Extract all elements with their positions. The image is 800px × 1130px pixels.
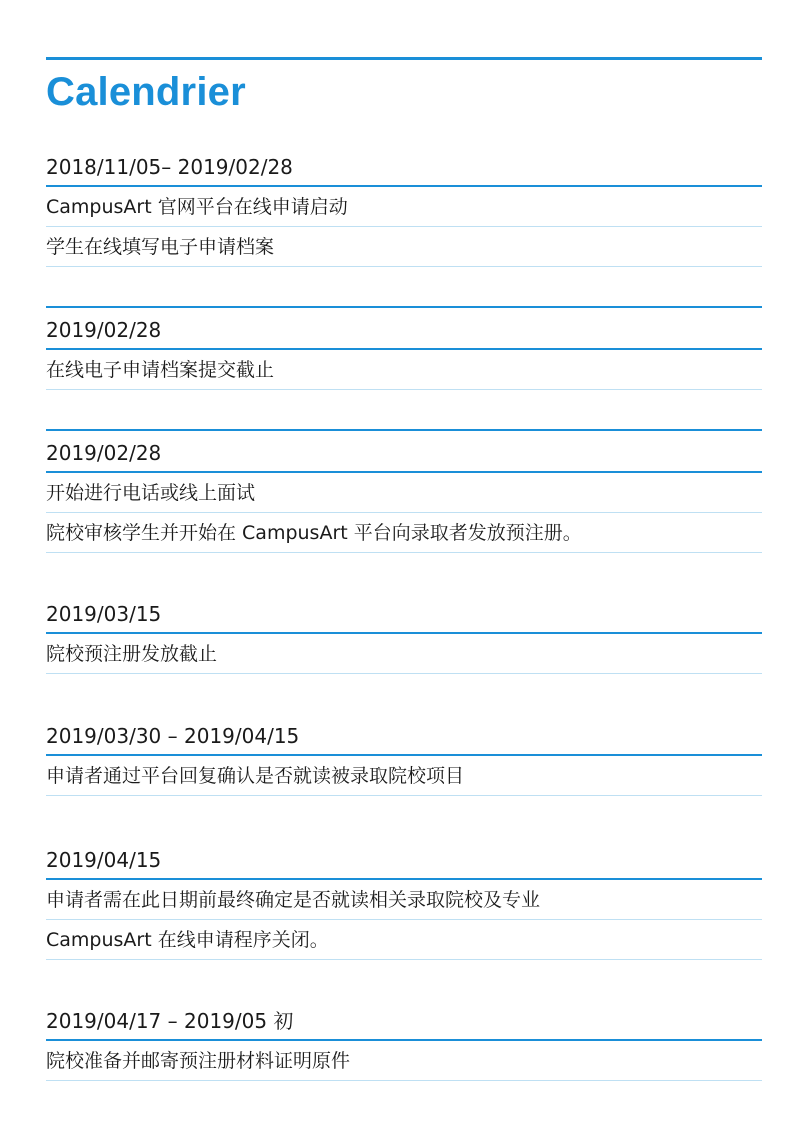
section-date: 2018/11/05– 2019/02/28 [46, 145, 762, 187]
section-date: 2019/03/30 – 2019/04/15 [46, 714, 762, 756]
section-date: 2019/02/28 [46, 306, 762, 350]
section-item: 院校准备并邮寄预注册材料证明原件 [46, 1041, 762, 1081]
section-item: 开始进行电话或线上面试 [46, 473, 762, 513]
calendar-section [46, 838, 762, 960]
calendar-section [46, 592, 762, 674]
calendar-section [46, 429, 762, 553]
section-item: 申请者需在此日期前最终确定是否就读相关录取院校及专业 [46, 880, 762, 920]
calendar-section [46, 145, 762, 267]
calendar-section [46, 714, 762, 796]
page-title: Calendrier [46, 70, 246, 114]
top-rule [46, 57, 762, 60]
section-item: CampusArt 在线申请程序关闭。 [46, 920, 762, 960]
section-item: CampusArt 官网平台在线申请启动 [46, 187, 762, 227]
section-date: 2019/04/17 – 2019/05 初 [46, 999, 762, 1041]
section-item: 院校审核学生并开始在 CampusArt 平台向录取者发放预注册。 [46, 513, 762, 553]
section-item: 在线电子申请档案提交截止 [46, 350, 762, 390]
calendar-section [46, 999, 762, 1081]
section-date: 2019/03/15 [46, 592, 762, 634]
section-date: 2019/04/15 [46, 838, 762, 880]
section-item: 学生在线填写电子申请档案 [46, 227, 762, 267]
section-item: 申请者通过平台回复确认是否就读被录取院校项目 [46, 756, 762, 796]
section-item: 院校预注册发放截止 [46, 634, 762, 674]
section-date: 2019/02/28 [46, 429, 762, 473]
calendar-section [46, 306, 762, 390]
